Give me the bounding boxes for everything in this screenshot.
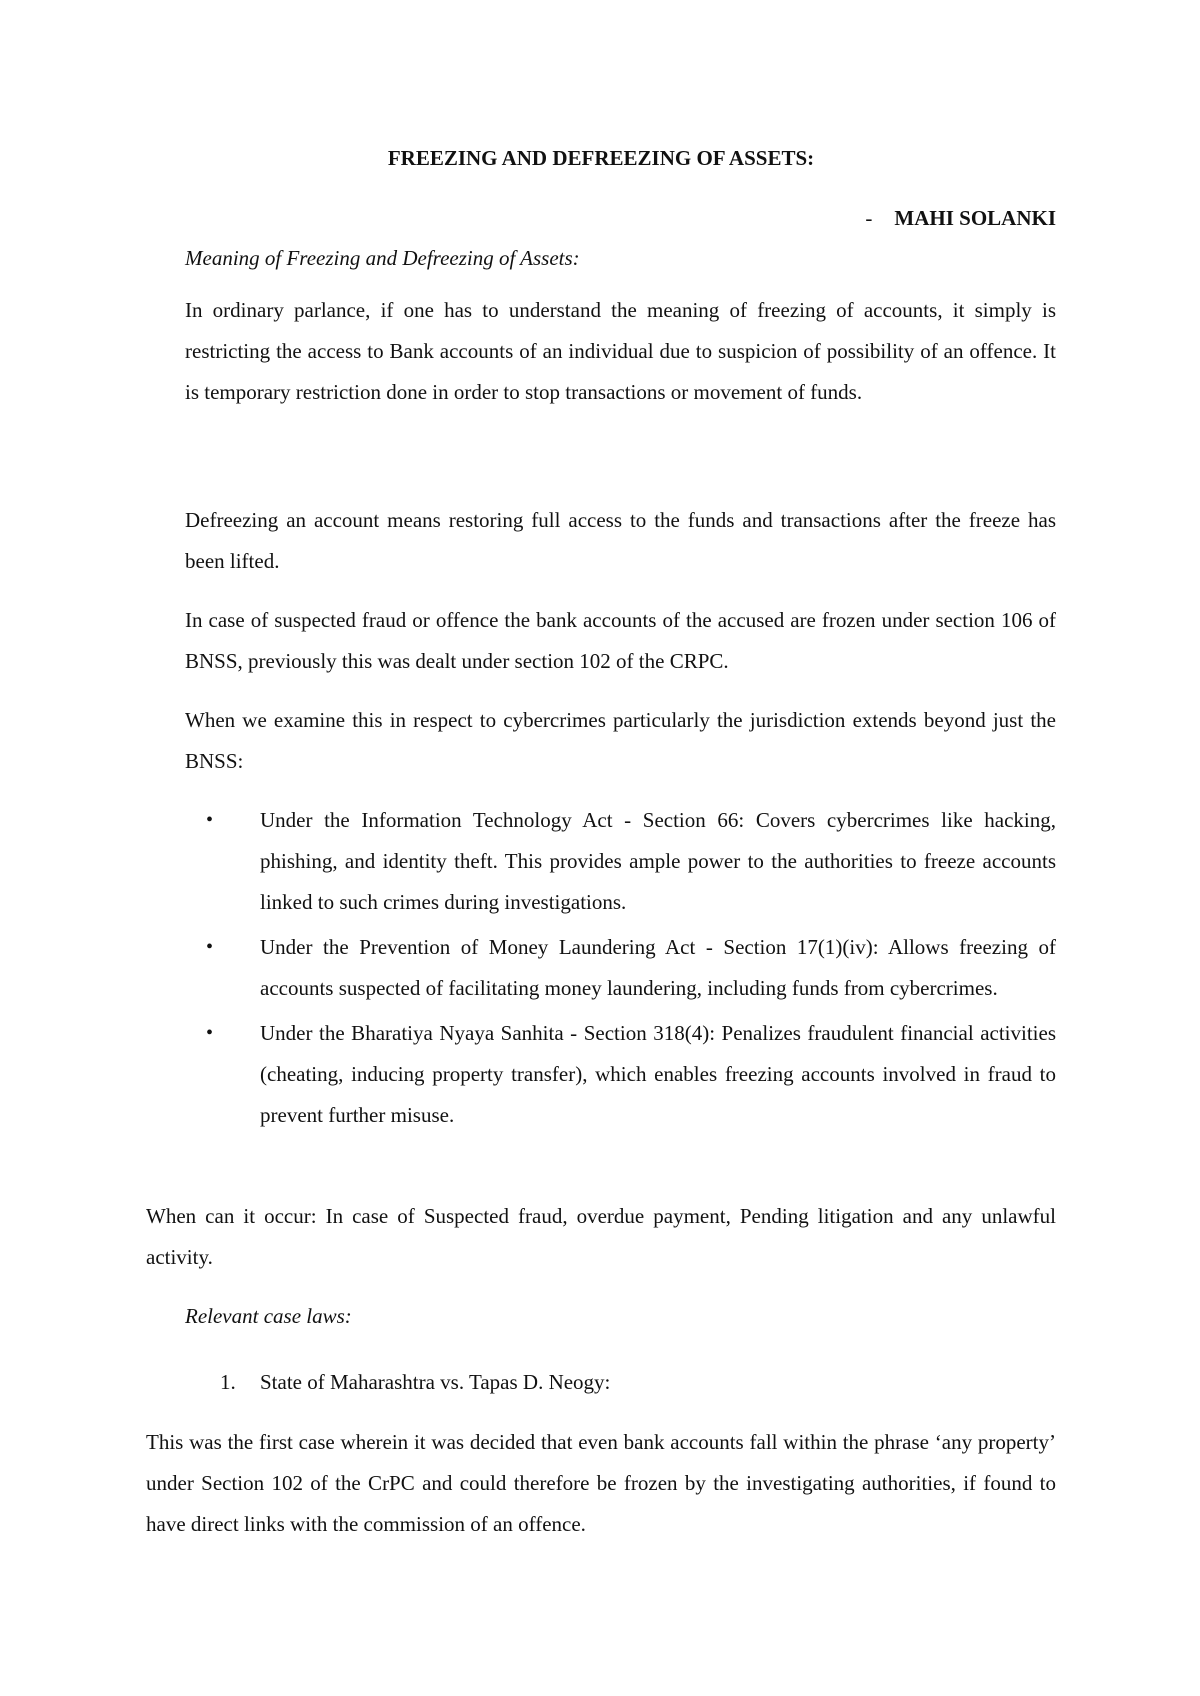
case-law-number: 1. [220, 1370, 236, 1394]
case-law-item-1 [220, 1362, 610, 1403]
paragraph-meaning-freezing: In ordinary parlance, if one has to understand the meaning of freezing of accounts, it simply is restricting the access to Bank accounts of an individual due to suspicion of possibility of an offence. It is temporary restriction done in order to stop transactions or movement of funds. [185, 298, 1056, 404]
paragraph-bnss-section: In case of suspected fraud or offence the bank accounts of the accused are frozen under section 106 of BNSS, previously this was dealt under section 102 of the CRPC. [185, 608, 1056, 673]
bullet-text-bns: Under the Bharatiya Nyaya Sanhita - Section 318(4): Penalizes fraudulent financial activities (cheating, inducing property transfer), which enables freezing accounts involved in fraud to prevent further misuse. [260, 1021, 1056, 1127]
section-heading-meaning: Meaning of Freezing and Defreezing of Assets: [185, 246, 580, 270]
bullet-text-it-act: Under the Information Technology Act - Section 66: Covers cybercrimes like hacking, phishing, and identity theft. This provides ample power to the authorities to freeze accounts linked to such crimes during investigations. [260, 808, 1056, 914]
document-title: FREEZING AND DEFREEZING OF ASSETS: [387, 146, 815, 170]
case-law-title: State of Maharashtra vs. Tapas D. Neogy: [260, 1370, 611, 1394]
bullet-item-it-act [206, 800, 1056, 923]
paragraph-meaning-defreezing: Defreezing an account means restoring full access to the funds and transactions after the freeze has been lifted. [185, 508, 1056, 573]
bullet-item-pmla [206, 927, 1056, 1009]
section-heading-case-laws: Relevant case laws: [185, 1304, 352, 1328]
paragraph-case-summary: This was the first case wherein it was decided that even bank accounts fall within the phrase ‘any property’ under Section 102 of the CrPC and could therefore be frozen by the investigating authorities, if found to have direct links with the commission of an offence. [146, 1430, 1056, 1536]
bullet-icon: • [206, 809, 214, 831]
paragraph-when-can-it-occur: When can it occur: In case of Suspected fraud, overdue payment, Pending litigation and any unlawful activity. [146, 1204, 1056, 1269]
jurisdiction-bullet-list [206, 800, 1056, 1140]
paragraph-cybercrimes-jurisdiction: When we examine this in respect to cybercrimes particularly the jurisdiction extends beyond just the BNSS: [185, 708, 1056, 773]
bullet-icon: • [206, 936, 214, 958]
author-line [865, 198, 1056, 239]
author-dash: - [865, 206, 873, 230]
bullet-icon: • [206, 1022, 214, 1044]
author-name: MAHI SOLANKI [894, 206, 1056, 230]
bullet-text-pmla: Under the Prevention of Money Laundering Act - Section 17(1)(iv): Allows freezing of accounts suspected of facilitating money laundering, including funds from cybercrimes. [260, 935, 1056, 1000]
bullet-item-bns [206, 1013, 1056, 1136]
